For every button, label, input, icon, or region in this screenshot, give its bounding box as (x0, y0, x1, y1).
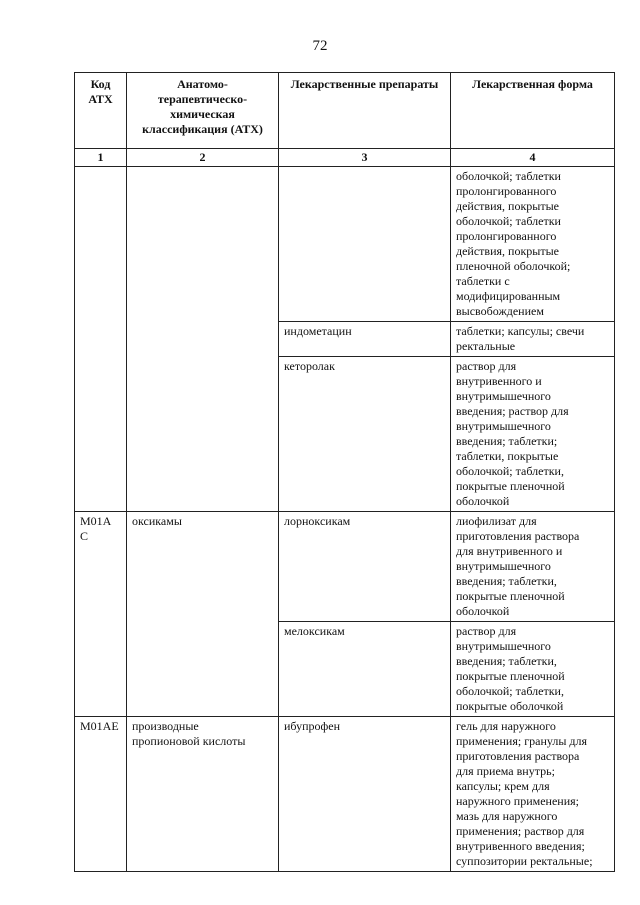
table-row (75, 167, 615, 322)
column-number: 3 (279, 149, 451, 167)
atc-drug-table (74, 72, 615, 872)
dosage-form-cell: раствор для внутривенного и внутримышечного введения; раствор для внутримышечного введения; таблетки; таблетки, покрытые оболочкой; таблетки, покрытые пленочной оболочкой (451, 357, 615, 512)
dosage-form-cell: раствор для внутримышечного введения; таблетки, покрытые пленочной оболочкой; таблетки, покрытые оболочкой (451, 622, 615, 717)
drug-cell: лорноксикам (279, 512, 451, 622)
drug-cell: ибупрофен (279, 717, 451, 872)
header-atc-classification: Анатомо- терапевтическо- химическая классификация (АТХ) (127, 73, 279, 149)
drug-cell: кеторолак (279, 357, 451, 512)
column-number: 2 (127, 149, 279, 167)
dosage-form-cell: оболочкой; таблетки пролонгированного действия, покрытые оболочкой; таблетки пролонгированного действия, покрытые пленочной оболочкой; таблетки с модифицированным высвобождением (451, 167, 615, 322)
atc-code-cell (75, 167, 127, 512)
dosage-form-cell: лиофилизат для приготовления раствора для внутривенного и внутримышечного введения; таблетки, покрытые пленочной оболочкой (451, 512, 615, 622)
atc-classification-cell: производные пропионовой кислоты (127, 717, 279, 872)
column-number-row (75, 149, 615, 167)
drug-cell (279, 167, 451, 322)
column-number: 4 (451, 149, 615, 167)
column-number: 1 (75, 149, 127, 167)
table-header-row (75, 73, 615, 149)
page-number: 72 (312, 38, 328, 54)
header-drugs: Лекарственные препараты (279, 73, 451, 149)
header-atc-code: Код АТХ (75, 73, 127, 149)
table-row (75, 512, 615, 622)
dosage-form-cell: гель для наружного применения; гранулы для приготовления раствора для приема внутрь; капсулы; крем для наружного применения; мазь для наружного применения; раствор для внутривенного введения; суппозитории ректальные; (451, 717, 615, 872)
atc-classification-cell: оксикамы (127, 512, 279, 717)
atc-classification-cell (127, 167, 279, 512)
drug-cell: мелоксикам (279, 622, 451, 717)
drug-cell: индометацин (279, 322, 451, 357)
atc-code-cell: M01AE (75, 717, 127, 872)
atc-code-cell: M01A C (75, 512, 127, 717)
table-row (75, 717, 615, 872)
dosage-form-cell: таблетки; капсулы; свечи ректальные (451, 322, 615, 357)
header-dosage-form: Лекарственная форма (451, 73, 615, 149)
